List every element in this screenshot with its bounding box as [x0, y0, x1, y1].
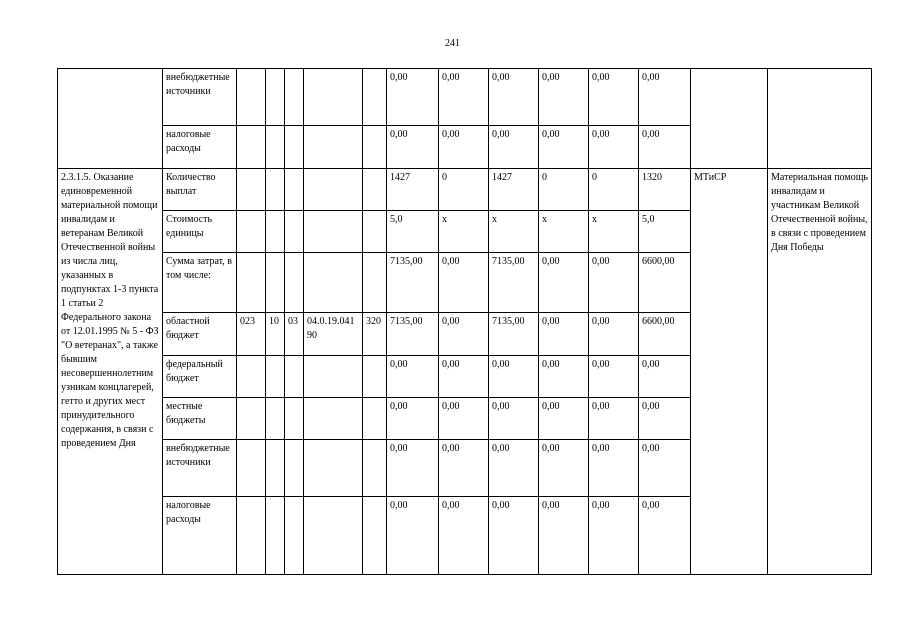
value-cell: 5,0	[639, 211, 691, 253]
value-cell: х	[439, 211, 489, 253]
csr-cell	[304, 253, 363, 313]
value-cell: 7135,00	[489, 253, 539, 313]
value-cell: 0,00	[589, 440, 639, 497]
csr-cell	[304, 398, 363, 440]
executor-cell: МТиСР	[691, 169, 768, 575]
value-cell: 0,00	[489, 497, 539, 575]
value-cell: 0	[589, 169, 639, 211]
pr-cell: 03	[285, 313, 304, 356]
source-cell: внебюджетные источники	[163, 69, 237, 126]
grbs-cell	[237, 398, 266, 440]
value-cell: 0,00	[639, 126, 691, 169]
value-cell: 1320	[639, 169, 691, 211]
vr-cell	[363, 169, 387, 211]
value-cell: 0,00	[439, 253, 489, 313]
value-cell: 5,0	[387, 211, 439, 253]
source-cell: налоговые расходы	[163, 126, 237, 169]
value-cell: 0,00	[539, 356, 589, 398]
value-cell: 1427	[489, 169, 539, 211]
rz-cell: 10	[266, 313, 285, 356]
pr-cell	[285, 211, 304, 253]
page-number: 241	[445, 38, 460, 49]
vr-cell	[363, 497, 387, 575]
value-cell: 7135,00	[489, 313, 539, 356]
pr-cell	[285, 497, 304, 575]
value-cell: 0,00	[639, 440, 691, 497]
vr-cell	[363, 398, 387, 440]
value-cell: 0,00	[589, 69, 639, 126]
rz-cell	[266, 497, 285, 575]
blank-executor-cell	[691, 69, 768, 169]
value-cell: 0,00	[439, 497, 489, 575]
value-cell: 0,00	[439, 126, 489, 169]
value-cell: 0,00	[439, 440, 489, 497]
pr-cell	[285, 253, 304, 313]
value-cell: 0,00	[489, 126, 539, 169]
table-row	[58, 169, 872, 211]
source-cell: Сумма затрат, в том числе:	[163, 253, 237, 313]
rz-cell	[266, 398, 285, 440]
value-cell: 6600,00	[639, 253, 691, 313]
source-cell: Количество выплат	[163, 169, 237, 211]
value-cell: 0,00	[539, 398, 589, 440]
blank-result-cell	[768, 69, 872, 169]
value-cell: 0,00	[439, 356, 489, 398]
csr-cell	[304, 440, 363, 497]
pr-cell	[285, 169, 304, 211]
value-cell: 0,00	[489, 398, 539, 440]
value-cell: 0,00	[589, 126, 639, 169]
table-row	[58, 69, 872, 126]
value-cell: 0,00	[387, 497, 439, 575]
blank-name-cell	[58, 69, 163, 169]
value-cell: х	[589, 211, 639, 253]
value-cell: 0,00	[387, 69, 439, 126]
value-cell: 0,00	[387, 398, 439, 440]
rz-cell	[266, 211, 285, 253]
vr-cell	[363, 356, 387, 398]
source-cell: Стоимость единицы	[163, 211, 237, 253]
csr-cell	[304, 497, 363, 575]
grbs-cell	[237, 253, 266, 313]
value-cell: 0,00	[639, 398, 691, 440]
rz-cell	[266, 169, 285, 211]
value-cell: 0,00	[539, 440, 589, 497]
value-cell: 0,00	[589, 313, 639, 356]
value-cell: 0,00	[387, 356, 439, 398]
value-cell: 7135,00	[387, 313, 439, 356]
result-cell: Материальная помощь инвалидам и участникам Великой Отечественной войны, в связи с проведением Дня Победы	[768, 169, 872, 575]
value-cell: 7135,00	[387, 253, 439, 313]
source-cell: федеральный бюджет	[163, 356, 237, 398]
source-cell: местные бюджеты	[163, 398, 237, 440]
value-cell: 0,00	[539, 313, 589, 356]
csr-cell: 04.0.19.04190	[304, 313, 363, 356]
source-cell: налоговые расходы	[163, 497, 237, 575]
vr-cell	[363, 253, 387, 313]
value-cell: 0,00	[589, 253, 639, 313]
measure-name-cell: 2.3.1.5. Оказание единовременной материальной помощи инвалидам и ветеранам Великой Отечественной войны из числа лиц, указанных в подпунктах 1-3 пункта 1 статьи 2 Федерального закона от 12.01.1995 № 5 - ФЗ "О ветеранах", а также бывшим несовершеннолетним узникам концлагерей, гетто и других мест принудительного содержания, в связи с проведением Дня	[58, 169, 163, 575]
pr-cell	[285, 356, 304, 398]
rz-cell	[266, 253, 285, 313]
vr-cell	[363, 211, 387, 253]
grbs-cell	[237, 497, 266, 575]
rz-cell	[266, 356, 285, 398]
value-cell: 0,00	[589, 398, 639, 440]
grbs-cell: 023	[237, 313, 266, 356]
rz-cell	[266, 440, 285, 497]
value-cell: 0,00	[539, 126, 589, 169]
value-cell: 0,00	[539, 497, 589, 575]
value-cell: 0,00	[639, 356, 691, 398]
value-cell: 0,00	[639, 497, 691, 575]
csr-cell	[304, 356, 363, 398]
csr-cell	[304, 169, 363, 211]
value-cell: 0,00	[489, 440, 539, 497]
value-cell: 1427	[387, 169, 439, 211]
value-cell: 0,00	[439, 398, 489, 440]
value-cell: 0,00	[489, 356, 539, 398]
value-cell: 0,00	[439, 313, 489, 356]
grbs-cell	[237, 440, 266, 497]
value-cell: 0,00	[539, 69, 589, 126]
value-cell: 0,00	[439, 69, 489, 126]
source-cell: внебюджетные источники	[163, 440, 237, 497]
value-cell: х	[489, 211, 539, 253]
value-cell: х	[539, 211, 589, 253]
grbs-cell	[237, 356, 266, 398]
pr-cell	[285, 398, 304, 440]
value-cell: 0,00	[589, 356, 639, 398]
budget-table	[57, 68, 872, 575]
value-cell: 0,00	[639, 69, 691, 126]
csr-cell	[304, 211, 363, 253]
value-cell: 0,00	[387, 440, 439, 497]
pr-cell	[285, 440, 304, 497]
value-cell: 0,00	[589, 497, 639, 575]
value-cell: 0	[439, 169, 489, 211]
grbs-cell	[237, 211, 266, 253]
source-cell: областной бюджет	[163, 313, 237, 356]
value-cell: 0	[539, 169, 589, 211]
vr-cell: 320	[363, 313, 387, 356]
vr-cell	[363, 440, 387, 497]
value-cell: 0,00	[489, 69, 539, 126]
grbs-cell	[237, 169, 266, 211]
value-cell: 0,00	[387, 126, 439, 169]
value-cell: 0,00	[539, 253, 589, 313]
value-cell: 6600,00	[639, 313, 691, 356]
